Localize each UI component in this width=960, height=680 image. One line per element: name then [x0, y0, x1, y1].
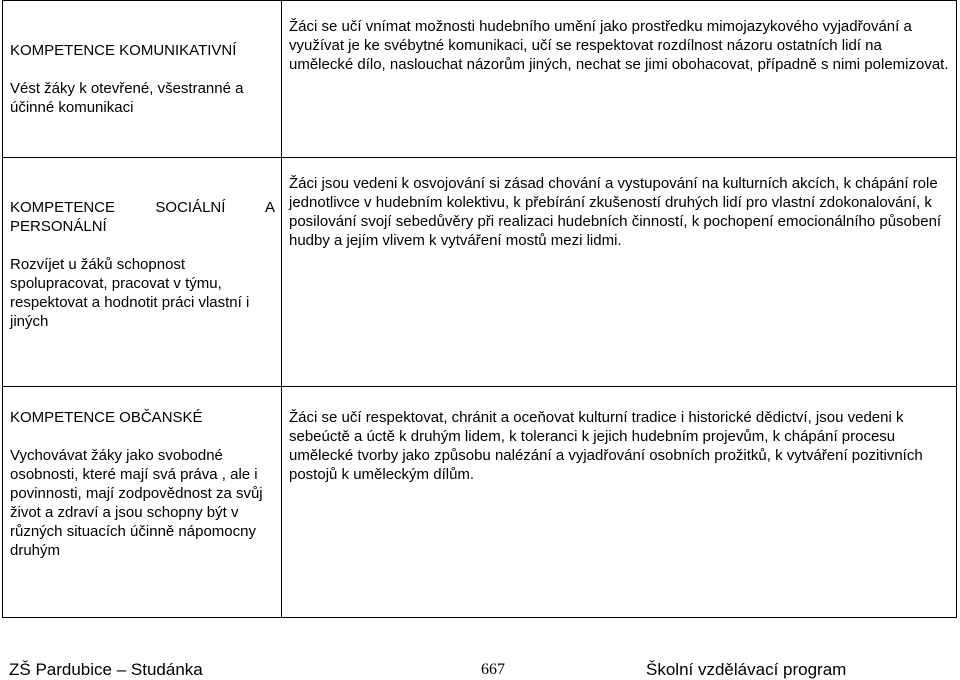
competence-cell [3, 158, 282, 387]
description-cell [282, 387, 957, 618]
competences-table [2, 0, 957, 618]
competence-description: Žáci jsou vedeni k osvojování si zásad chování a vystupování na kulturních akcích, k chápání role jednotlivce v hudebním kolektivu, k přebírání zkušeností druhých lidí pro vlastní zdokonalování, k posilování svojí sebedůvěry při realizaci hudebních činností, k pochopení emocionálního působení hudby a jejím vlivem k vytváření mostů mezi lidmi. [289, 175, 942, 249]
table-row [3, 1, 957, 158]
competence-goal: Vést žáky k otevřené, všestranné a účinné komunikaci [10, 80, 244, 116]
description-cell [282, 158, 957, 387]
competence-title: KOMPETENCE OBČANSKÉ [10, 409, 203, 426]
competence-title: KOMPETENCE KOMUNIKATIVNÍ [10, 42, 237, 59]
competence-description: Žáci se učí vnímat možnosti hudebního umění jako prostředku mimojazykového vyjadřování a využívat je ke svébytné komunikaci, učí se respektovat rozdílnost názoru ostatních lidí na umělecké dílo, naslouchat názorům jiných, nechat se jimi obohacovat, případně s nimi polemizovat. [289, 18, 949, 73]
page-number: 667 [481, 661, 505, 678]
competence-title: KOMPETENCE SOCIÁLNÍ A PERSONÁLNÍ [10, 199, 275, 235]
description-cell [282, 1, 957, 158]
competence-goal: Rozvíjet u žáků schopnost spolupracovat, pracovat v týmu, respektovat a hodnotit práci vlastní i jiných [10, 256, 250, 330]
footer-program: Školní vzdělávací program [646, 660, 847, 679]
table-row [3, 387, 957, 618]
competence-description: Žáci se učí respektovat, chránit a oceňovat kulturní tradice i historické dědictví, jsou vedeni k sebeúctě a úctě k druhým lidem, k toleranci k jejich hudebním projevům, k chápání procesu umělecké tvorby jako způsobu nalézání a vyjadřování osobních prožitků, k vytváření pozitivních postojů k uměleckým dílům. [289, 409, 923, 483]
competence-cell [3, 1, 282, 158]
competence-goal: Vychovávat žáky jako svobodné osobnosti, které mají svá práva , ale i povinnosti, mají zodpovědnost za svůj život a zdraví a jsou schopny být v různých situacích účinně nápomocny druhým [10, 447, 263, 559]
table-row [3, 158, 957, 387]
footer-school: ZŠ Pardubice – Studánka [9, 660, 203, 679]
competence-cell [3, 387, 282, 618]
page-footer [9, 660, 949, 680]
